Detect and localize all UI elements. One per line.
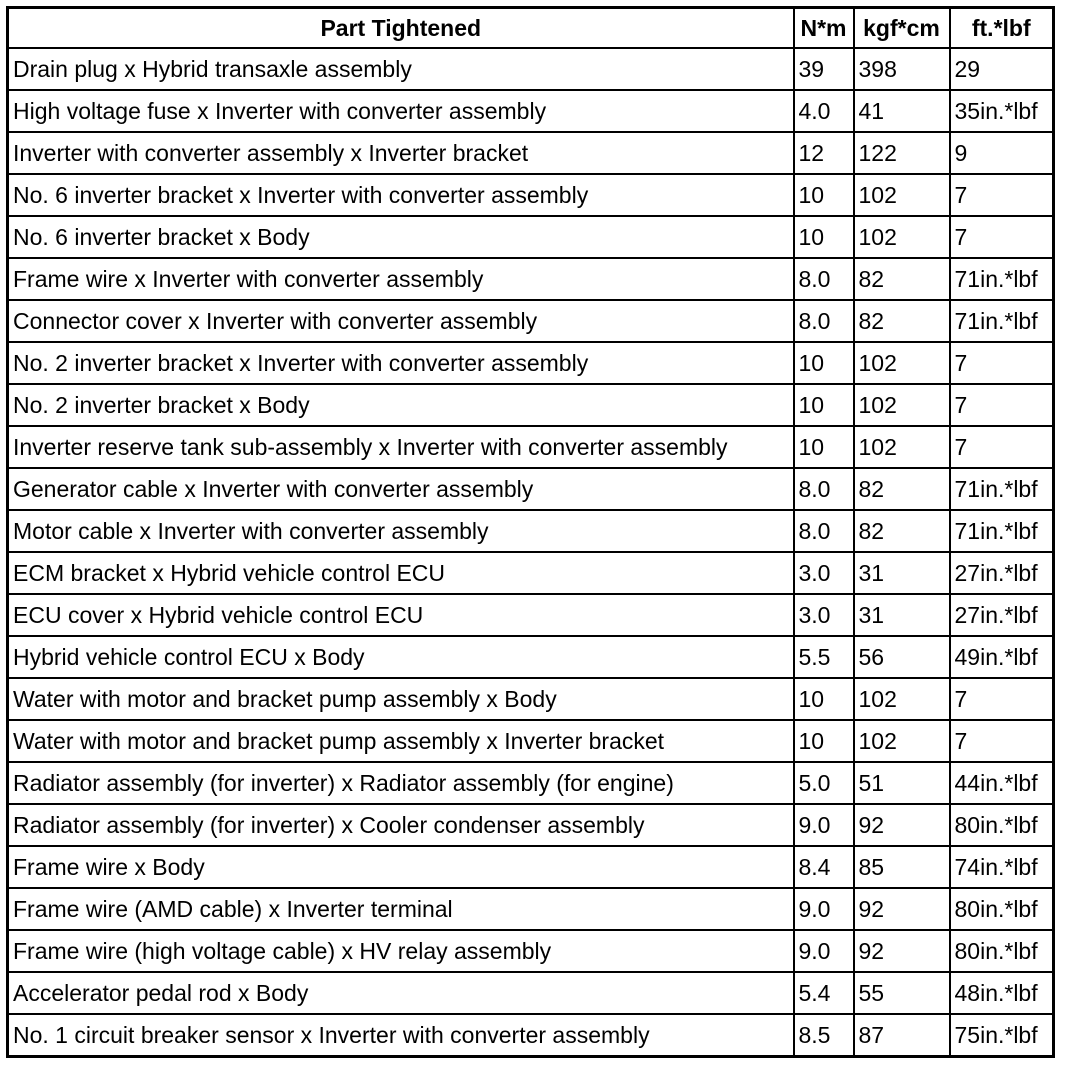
ftlbf-cell: 80in.*lbf [950,888,1054,930]
part-tightened-cell: Inverter reserve tank sub-assembly x Inverter with converter assembly [8,426,794,468]
part-tightened-cell: Inverter with converter assembly x Inverter bracket [8,132,794,174]
kgfcm-cell: 31 [854,552,950,594]
ftlbf-cell: 7 [950,720,1054,762]
ftlbf-cell: 7 [950,426,1054,468]
nm-cell: 39 [794,48,854,90]
nm-cell: 8.0 [794,510,854,552]
nm-cell: 9.0 [794,888,854,930]
ftlbf-cell: 9 [950,132,1054,174]
kgfcm-cell: 92 [854,930,950,972]
table-row [8,300,1054,342]
table-row [8,678,1054,720]
ftlbf-cell: 71in.*lbf [950,510,1054,552]
part-tightened-cell: No. 1 circuit breaker sensor x Inverter with converter assembly [8,1014,794,1057]
kgfcm-cell: 41 [854,90,950,132]
kgfcm-cell: 82 [854,300,950,342]
nm-cell: 4.0 [794,90,854,132]
table-row [8,342,1054,384]
kgfcm-cell: 102 [854,384,950,426]
ftlbf-cell: 74in.*lbf [950,846,1054,888]
nm-cell: 12 [794,132,854,174]
table-row [8,972,1054,1014]
table-row [8,762,1054,804]
nm-cell: 10 [794,342,854,384]
ftlbf-cell: 71in.*lbf [950,258,1054,300]
kgfcm-cell: 87 [854,1014,950,1057]
table-row [8,510,1054,552]
kgfcm-cell: 51 [854,762,950,804]
nm-cell: 10 [794,720,854,762]
table-row [8,90,1054,132]
table-row [8,468,1054,510]
table-row [8,720,1054,762]
kgfcm-cell: 398 [854,48,950,90]
ftlbf-cell: 27in.*lbf [950,552,1054,594]
table-row [8,930,1054,972]
kgfcm-cell: 102 [854,174,950,216]
nm-cell: 10 [794,384,854,426]
kgfcm-cell: 102 [854,678,950,720]
nm-cell: 8.4 [794,846,854,888]
table-row [8,216,1054,258]
ftlbf-cell: 48in.*lbf [950,972,1054,1014]
table-row [8,552,1054,594]
part-tightened-cell: Accelerator pedal rod x Body [8,972,794,1014]
table-row [8,804,1054,846]
kgfcm-cell: 82 [854,510,950,552]
part-tightened-cell: Generator cable x Inverter with converter assembly [8,468,794,510]
nm-cell: 5.4 [794,972,854,1014]
header-kgfcm: kgf*cm [854,8,950,49]
ftlbf-cell: 7 [950,342,1054,384]
table-row [8,384,1054,426]
nm-cell: 3.0 [794,552,854,594]
part-tightened-cell: No. 6 inverter bracket x Body [8,216,794,258]
nm-cell: 9.0 [794,804,854,846]
nm-cell: 10 [794,216,854,258]
table-row [8,888,1054,930]
table-row [8,48,1054,90]
kgfcm-cell: 55 [854,972,950,1014]
nm-cell: 10 [794,174,854,216]
nm-cell: 10 [794,678,854,720]
table-row [8,594,1054,636]
table-row [8,174,1054,216]
table-body [8,48,1054,1057]
kgfcm-cell: 102 [854,342,950,384]
nm-cell: 9.0 [794,930,854,972]
kgfcm-cell: 102 [854,426,950,468]
kgfcm-cell: 82 [854,468,950,510]
ftlbf-cell: 71in.*lbf [950,468,1054,510]
ftlbf-cell: 44in.*lbf [950,762,1054,804]
nm-cell: 5.5 [794,636,854,678]
nm-cell: 8.0 [794,300,854,342]
nm-cell: 3.0 [794,594,854,636]
kgfcm-cell: 102 [854,720,950,762]
part-tightened-cell: Motor cable x Inverter with converter assembly [8,510,794,552]
kgfcm-cell: 31 [854,594,950,636]
ftlbf-cell: 75in.*lbf [950,1014,1054,1057]
nm-cell: 10 [794,426,854,468]
part-tightened-cell: Drain plug x Hybrid transaxle assembly [8,48,794,90]
part-tightened-cell: Water with motor and bracket pump assembly x Body [8,678,794,720]
table-row [8,132,1054,174]
nm-cell: 5.0 [794,762,854,804]
part-tightened-cell: High voltage fuse x Inverter with converter assembly [8,90,794,132]
table-row [8,1014,1054,1057]
part-tightened-cell: Radiator assembly (for inverter) x Cooler condenser assembly [8,804,794,846]
table-row [8,846,1054,888]
ftlbf-cell: 7 [950,216,1054,258]
part-tightened-cell: Hybrid vehicle control ECU x Body [8,636,794,678]
table-header-row [8,8,1054,49]
ftlbf-cell: 27in.*lbf [950,594,1054,636]
kgfcm-cell: 92 [854,804,950,846]
part-tightened-cell: Radiator assembly (for inverter) x Radiator assembly (for engine) [8,762,794,804]
ftlbf-cell: 7 [950,678,1054,720]
part-tightened-cell: No. 6 inverter bracket x Inverter with converter assembly [8,174,794,216]
header-part-tightened: Part Tightened [8,8,794,49]
ftlbf-cell: 35in.*lbf [950,90,1054,132]
kgfcm-cell: 85 [854,846,950,888]
part-tightened-cell: Water with motor and bracket pump assembly x Inverter bracket [8,720,794,762]
kgfcm-cell: 56 [854,636,950,678]
ftlbf-cell: 80in.*lbf [950,930,1054,972]
table-row [8,636,1054,678]
ftlbf-cell: 7 [950,174,1054,216]
part-tightened-cell: Frame wire (high voltage cable) x HV relay assembly [8,930,794,972]
header-ftlbf: ft.*lbf [950,8,1054,49]
torque-spec-table [6,6,1055,1058]
nm-cell: 8.0 [794,258,854,300]
part-tightened-cell: Connector cover x Inverter with converter assembly [8,300,794,342]
part-tightened-cell: Frame wire x Inverter with converter assembly [8,258,794,300]
kgfcm-cell: 92 [854,888,950,930]
ftlbf-cell: 71in.*lbf [950,300,1054,342]
torque-spec-table-container [6,6,1052,1058]
nm-cell: 8.5 [794,1014,854,1057]
part-tightened-cell: No. 2 inverter bracket x Inverter with converter assembly [8,342,794,384]
part-tightened-cell: ECM bracket x Hybrid vehicle control ECU [8,552,794,594]
ftlbf-cell: 49in.*lbf [950,636,1054,678]
part-tightened-cell: Frame wire x Body [8,846,794,888]
table-row [8,426,1054,468]
header-nm: N*m [794,8,854,49]
kgfcm-cell: 82 [854,258,950,300]
ftlbf-cell: 29 [950,48,1054,90]
part-tightened-cell: ECU cover x Hybrid vehicle control ECU [8,594,794,636]
part-tightened-cell: No. 2 inverter bracket x Body [8,384,794,426]
table-row [8,258,1054,300]
ftlbf-cell: 80in.*lbf [950,804,1054,846]
nm-cell: 8.0 [794,468,854,510]
part-tightened-cell: Frame wire (AMD cable) x Inverter terminal [8,888,794,930]
kgfcm-cell: 102 [854,216,950,258]
ftlbf-cell: 7 [950,384,1054,426]
kgfcm-cell: 122 [854,132,950,174]
